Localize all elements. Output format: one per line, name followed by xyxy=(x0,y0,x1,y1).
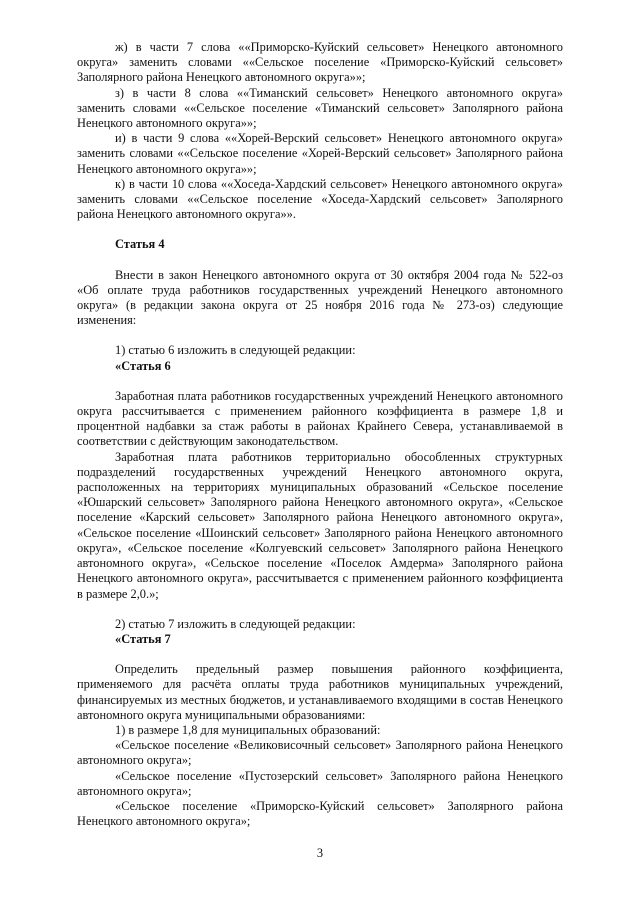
article-7-paragraph-1: Определить предельный размер повышения районного коэффициента, применяемого для расчёта оплаты труда работников муниципальных учреждений, финансируемых из местных бюджетов, и устанавливаемого входящими в состав Ненецкого автономного округа муниципальными образованиями: xyxy=(77,662,563,722)
municipality-list-item: «Сельское поселение «Приморско-Куйский сельсовет» Заполярного района Ненецкого автономного округа»; xyxy=(77,798,563,829)
paragraph-amend-8: з) в части 8 слова ««Тиманский сельсовет» Ненецкого автономного округа» заменить словами ««Сельское поселение «Тиманский сельсовет» Заполярного района Ненецкого автономного округа»»; xyxy=(77,85,563,131)
item-2: 2) статью 7 изложить в следующей редакции: xyxy=(115,616,356,631)
municipality-list-item: «Сельское поселение «Великовисочный сельсовет» Заполярного района Ненецкого автономного округа»; xyxy=(77,738,563,768)
paragraph-amend-9: и) в части 9 слова ««Хорей-Верский сельсовет» Ненецкого автономного округа» заменить словами ««Сельское поселение «Хорей-Верский сельсовет» Заполярного района Ненецкого автономного округа»»; xyxy=(77,131,563,176)
article-6-paragraph-2: Заработная плата работников территориально обособленных структурных подразделений государственных учреждений Ненецкого автономного округа, расположенных на территориях муниципальных образований «Сельское поселение «Юшарский сельсовет» Заполярного района Ненецкого автономного округа», «Сельское поселение «Карский сельсовет» Заполярного района Ненецкого автономного округа», «Сельское поселение «Шоинский сельсовет» Заполярного района Ненецкого автономного округа», «Сельское поселение «Колгуевский сельсовет» Заполярного района Ненецкого автономного округа», «Сельское поселение «Поселок Амдерма» Заполярного района Ненецкого автономного округа», рассчитывается с применением районного коэффициента в размере 2,0.»; xyxy=(77,449,563,601)
paragraph-amend-10: к) в части 10 слова ««Хоседа-Хардский сельсовет» Ненецкого автономного округа» заменить словами ««Сельское поселение «Хоседа-Хардский сельсовет» Заполярного района Ненецкого автономного округа»». xyxy=(77,176,563,222)
article-4-heading: Статья 4 xyxy=(115,237,165,252)
article-7-heading: «Статья 7 xyxy=(115,631,171,646)
page-number: 3 xyxy=(316,846,324,860)
item-1: 1) статью 6 изложить в следующей редакции: xyxy=(115,343,356,358)
article-6-heading: «Статья 6 xyxy=(115,358,171,373)
page-body xyxy=(77,40,563,829)
paragraph-amend-7: ж) в части 7 слова ««Приморско-Куйский сельсовет» Ненецкого автономного округа» заменить словами ««Сельское поселение «Приморско-Куйский сельсовет» Заполярного района Ненецкого автономного округа»»; xyxy=(77,40,563,85)
article-4-intro: Внести в закон Ненецкого автономного округа от 30 октября 2004 года № 522-оз «Об оплате труда работников государственных учреждений Ненецкого автономного округа» (в редакции закона округа от 25 ноября 2016 года № 273-оз) следующие изменения: xyxy=(77,267,563,328)
article-6-paragraph-1: Заработная плата работников государственных учреждений Ненецкого автономного округа рассчитывается с применением районного коэффициента в размере 1,8 и процентной надбавки за стаж работы в районах Крайнего Севера, устанавливаемой в соответствии с действующим законодательством. xyxy=(77,388,563,449)
municipality-list-item: «Сельское поселение «Пустозерский сельсовет» Заполярного района Ненецкого автономного округа»; xyxy=(77,768,563,798)
article-7-subitem-1: 1) в размере 1,8 для муниципальных образований: xyxy=(115,722,381,737)
